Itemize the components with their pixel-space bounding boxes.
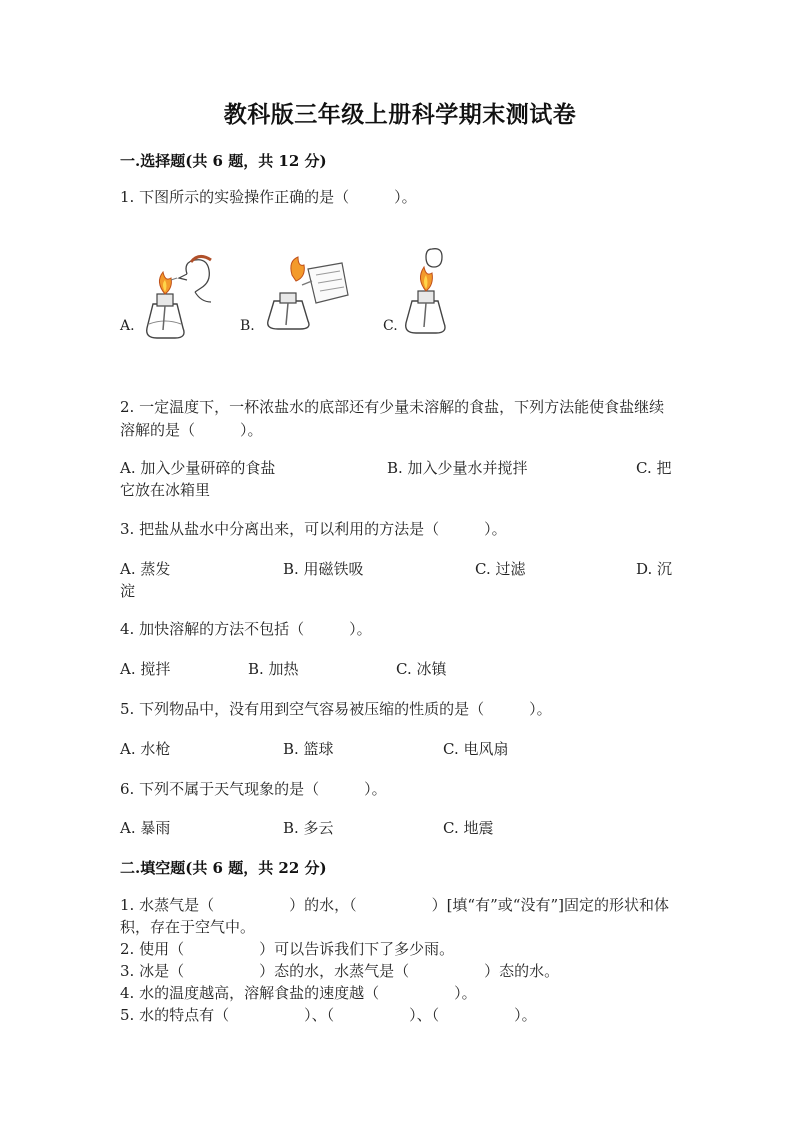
question-4-option-a: A. 搅拌: [120, 660, 171, 678]
figure-b-lighting-lamp: [262, 255, 352, 335]
question-3-option-d-continued: 淀: [120, 582, 136, 600]
page-title: 教科版三年级上册科学期末测试卷: [223, 101, 577, 128]
question-2-option-c-continued: 它放在冰箱里: [120, 481, 211, 499]
fill-item-1: 1. 水蒸气是（ ）的水，（ ）[填“有”或“没有”]固定的形状和体积，存在于空气中。: [120, 896, 669, 936]
question-4-option-b: B. 加热: [248, 660, 299, 678]
question-5-option-b: B. 篮球: [283, 740, 334, 758]
question-5-stem: 5. 下列物品中，没有用到空气容易被压缩的性质的是（ ）。: [120, 700, 552, 718]
question-2-option-b: B. 加入少量水并搅拌: [387, 459, 528, 477]
question-3-option-b: B. 用磁铁吸: [283, 560, 364, 578]
question-2-option-a: A. 加入少量研碎的食盐: [120, 459, 276, 477]
figure-b-label: B.: [240, 318, 255, 334]
question-4-stem: 4. 加快溶解的方法不包括（ ）。: [120, 620, 372, 638]
question-6-stem: 6. 下列不属于天气现象的是（ ）。: [120, 780, 387, 798]
figure-c-label: C.: [383, 318, 398, 334]
fill-item-5: 5. 水的特点有（ ）、（ ）、（ ）。: [120, 1006, 537, 1024]
section-heading-choice: 一.选择题(共 6 题，共 12 分): [120, 152, 327, 170]
question-1-stem: 1. 下图所示的实验操作正确的是（ ）。: [120, 188, 417, 206]
question-6-option-c: C. 地震: [443, 819, 494, 837]
question-4-option-c: C. 冰镇: [396, 660, 447, 678]
fill-item-3: 3. 冰是（ ）态的水，水蒸气是（ ）态的水。: [120, 962, 560, 980]
question-3-option-d: D. 沉: [636, 560, 673, 578]
question-3-option-c: C. 过滤: [475, 560, 526, 578]
figure-c-lamp-cap: [398, 245, 458, 337]
fill-item-4: 4. 水的温度越高，溶解食盐的速度越（ ）。: [120, 984, 477, 1002]
figure-a-blowing-lamp: [135, 252, 215, 344]
question-3-stem: 3. 把盐从盐水中分离出来，可以利用的方法是（ ）。: [120, 520, 507, 538]
question-2-option-c: C. 把: [636, 459, 672, 477]
question-5-option-a: A. 水枪: [120, 740, 171, 758]
question-6-option-a: A. 暴雨: [120, 819, 171, 837]
section-heading-fill-blank: 二.填空题(共 6 题，共 22 分): [120, 859, 327, 877]
question-3-option-a: A. 蒸发: [120, 560, 171, 578]
question-6-option-b: B. 多云: [283, 819, 334, 837]
question-5-option-c: C. 电风扇: [443, 740, 509, 758]
question-2-stem: 2. 一定温度下，一杯浓盐水的底部还有少量未溶解的食盐，下列方法能使食盐继续溶解的是（ ）。: [120, 398, 665, 439]
fill-item-2: 2. 使用（ ）可以告诉我们下了多少雨。: [120, 940, 455, 958]
figure-a-label: A.: [120, 318, 135, 334]
